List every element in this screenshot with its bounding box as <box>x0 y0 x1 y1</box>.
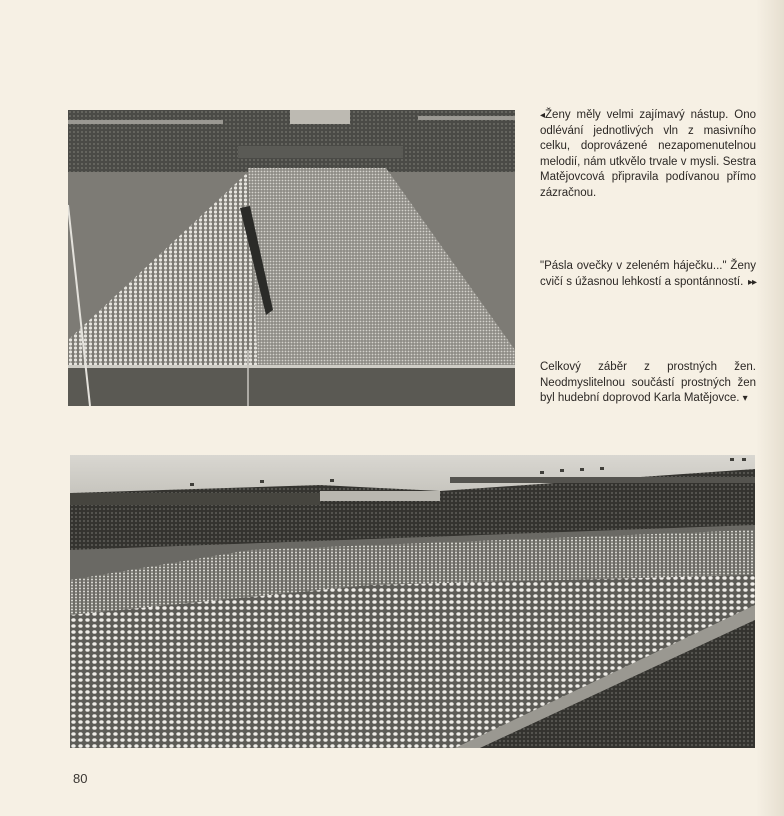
page-number: 80 <box>73 771 88 786</box>
caption-overview-text: Celkový záběr z prostných žen. Neodmyslitelnou součástí prostných žen byl hudební doprovod Karla Matějovce. <box>540 361 756 405</box>
photo-stadium-overview <box>70 455 755 748</box>
caption-song <box>540 259 756 290</box>
arrow-left-icon: ◂ <box>540 110 546 121</box>
caption-entrance <box>540 108 756 202</box>
caption-song-text: "Pásla ovečky v zeleném háječku..." Ženy cvičí s úžasnou lehkostí a spontánností. <box>540 260 756 288</box>
photo-women-entrance <box>68 110 515 406</box>
double-arrow-right-icon: ▸▸ <box>747 276 756 288</box>
page-gutter-shadow <box>756 0 784 816</box>
caption-overview <box>540 360 756 407</box>
arrow-down-icon: ▾ <box>742 393 748 405</box>
caption-entrance-text: Ženy měly velmi zajímavý nástup. Ono odlévání jednotlivých vln z masivního celku, doprovázené nezapomenutelnou melodií, nám utkvělo trvale v mysli. Sestra Matějovcová připravila podívanou přímo zázračnou. <box>540 109 756 199</box>
